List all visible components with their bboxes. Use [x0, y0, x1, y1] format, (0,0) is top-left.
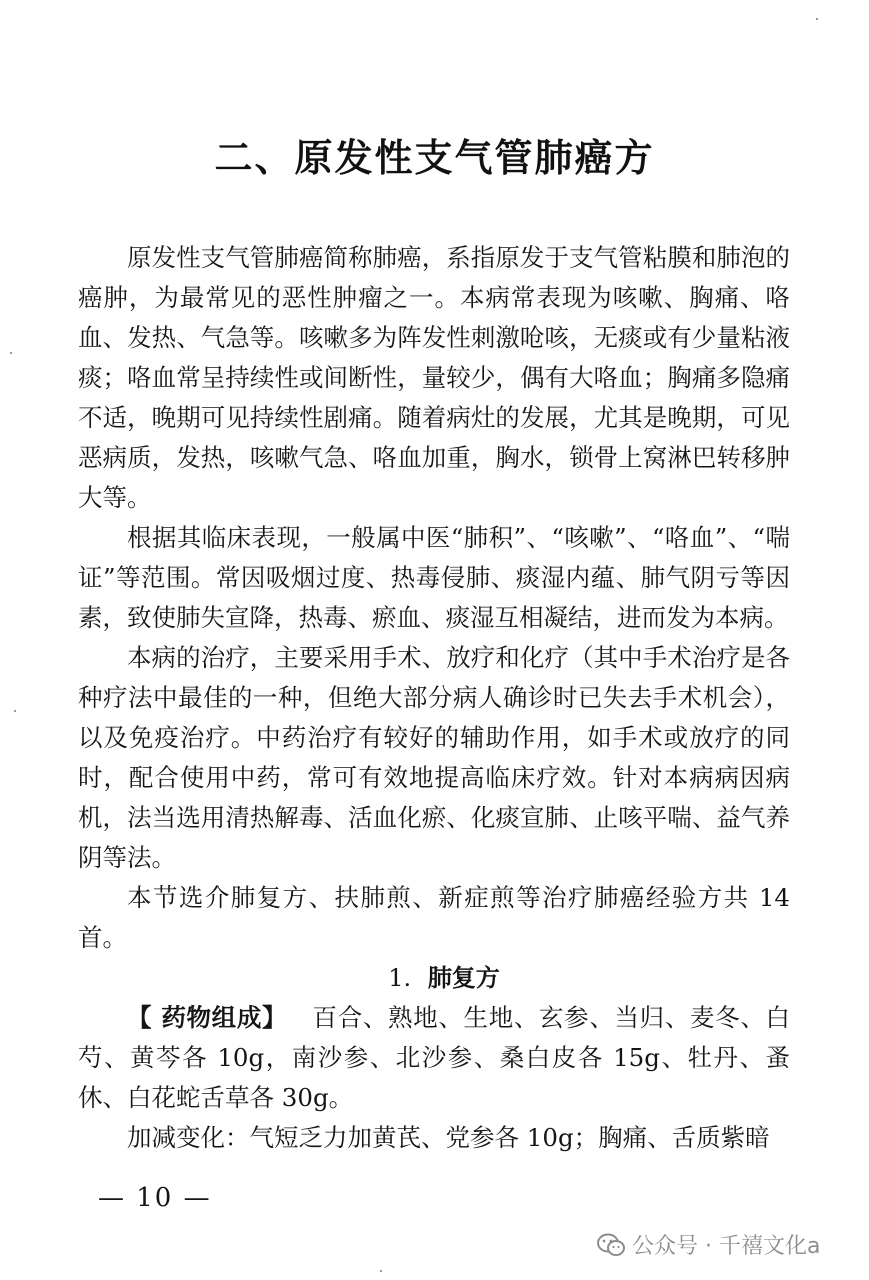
scan-speck: [10, 352, 12, 354]
watermark: [596, 1229, 820, 1260]
composition-paragraph: [78, 998, 790, 1118]
composition-text: 百合、熟地、生地、玄参、当归、麦冬、白芍、黄芩各 10g，南沙参、北沙参、桑白皮各 15g、牡丹、蚤休、白花蛇舌草各 30g。: [78, 1003, 790, 1112]
paragraph-treatment: 本病的治疗，主要采用手术、放疗和化疗（其中手术治疗是各种疗法中最佳的一种，但绝大部分病人确诊时已失去手术机会），以及免疫治疗。中药治疗有较好的辅助作用，如手术或放疗的同时，配合使用中药，常可有效地提高临床疗效。针对本病病因病机，法当选用清热解毒、活血化瘀、化痰宣肺、止咳平喘、益气养阴等法。: [78, 643, 790, 872]
section-number: 1.: [388, 964, 412, 992]
scan-speck: [14, 710, 16, 712]
composition-label: 【 药物组成】: [127, 1003, 288, 1032]
section-heading: [78, 958, 790, 998]
page-title: 二、原发性支气管肺癌方: [214, 136, 655, 180]
section-name: 肺复方: [427, 964, 500, 992]
scan-speck: [816, 18, 818, 20]
watermark-text: 公众号 · 千禧文化a: [632, 1234, 821, 1259]
page-number: — 10 —: [98, 1183, 212, 1213]
modification-paragraph: 加减变化：气短乏力加黄芪、党参各 10g；胸痛、舌质紫暗: [127, 1123, 770, 1152]
paragraph-intro: 原发性支气管肺癌简称肺癌，系指原发于支气管粘膜和肺泡的癌肿，为最常见的恶性肿瘤之一。本病常表现为咳嗽、胸痛、咯血、发热、气急等。咳嗽多为阵发性刺激呛咳，无痰或有少量粘液痰；咯血常呈持续性或间断性，量较少，偶有大咯血；胸痛多隐痛不适，晚期可见持续性剧痛。随着病灶的发展，尤其是晚期，可见恶病质，发热，咳嗽气急、咯血加重，胸水，锁骨上窝淋巴转移肿大等。: [78, 243, 790, 512]
body-text: [78, 238, 790, 1158]
paragraph-section-summary: 本节选介肺复方、扶肺煎、新症煎等治疗肺癌经验方共 14 首。: [78, 883, 790, 952]
paragraph-tcm-category: 根据其临床表现，一般属中医“肺积”、“咳嗽”、“咯血”、“喘证”等范围。常因吸烟过度、热毒侵肺、痰湿内蕴、肺气阴亏等因素，致使肺失宣降，热毒、瘀血、痰湿互相凝结，进而发为本病。: [78, 523, 790, 632]
wechat-icon: [596, 1232, 626, 1258]
scan-speck: [380, 1270, 382, 1272]
